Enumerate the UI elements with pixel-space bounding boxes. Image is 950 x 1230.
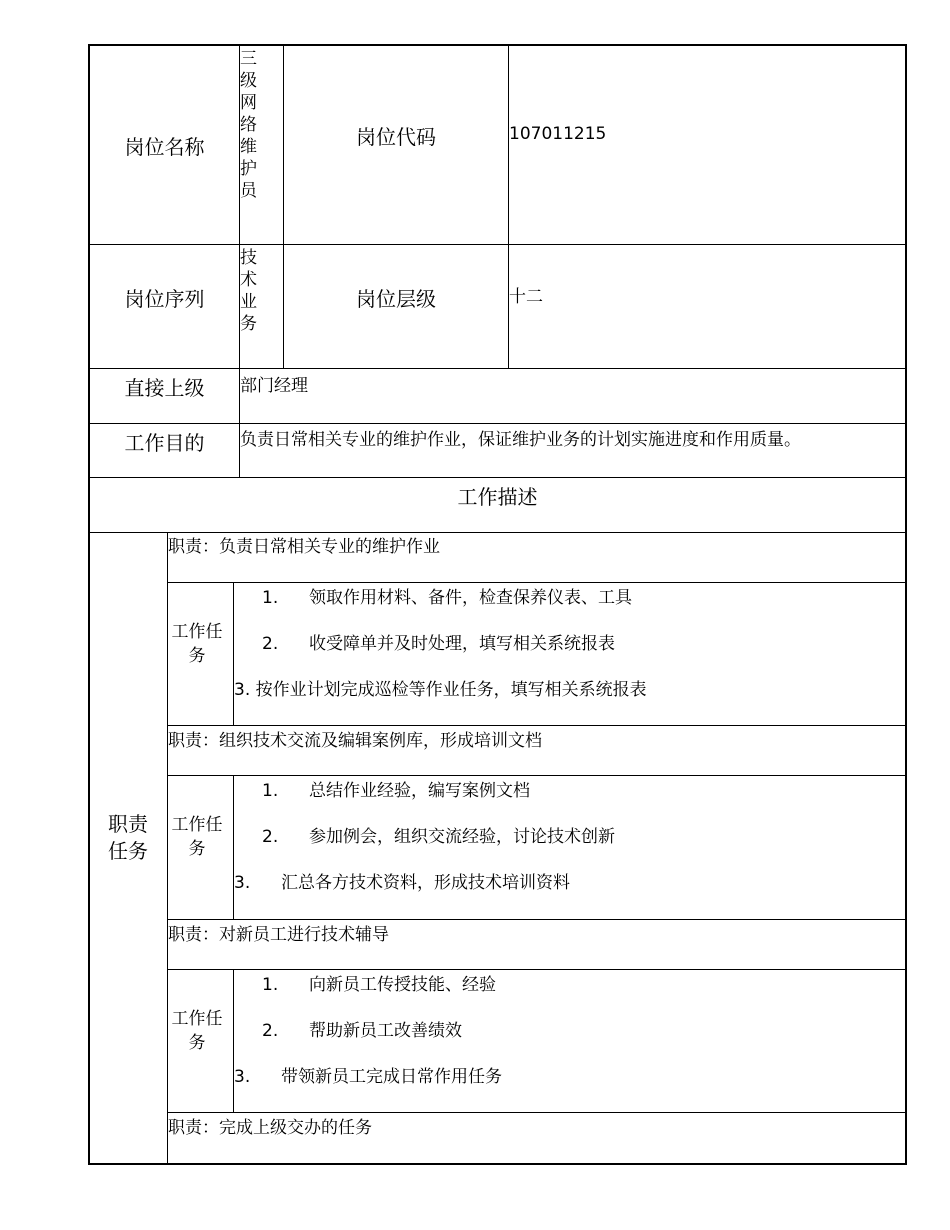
post-level-label: 岗位层级 [356,286,436,311]
table-border-right [905,44,907,1165]
task-number: 3. [234,873,251,893]
table-border-bottom [88,1163,907,1165]
post-level-value: 十二 [509,287,543,307]
post-name-label: 岗位名称 [124,134,205,159]
post-code-value: 107011215 [509,124,607,144]
row-divider [88,532,907,533]
duty-title: 职责：组织技术交流及编辑案例库，形成培训文档 [168,731,542,751]
task-item: 汇总各方技术资料，形成技术培训资料 [281,873,570,893]
description-title: 工作描述 [457,484,538,509]
duty-title: 职责：负责日常相关专业的维护作业 [168,537,440,557]
task-item: 领取作用材料、备件，检查保养仪表、工具 [309,588,632,608]
col-divider [233,775,234,920]
post-code-label: 岗位代码 [356,124,436,149]
post-series-label: 岗位序列 [124,286,205,311]
task-item: 收受障单并及时处理，填写相关系统报表 [309,634,615,654]
task-label: 工作任务 [171,622,223,666]
superior-value: 部门经理 [240,376,308,396]
row-divider [167,725,907,726]
row-divider [167,969,907,970]
row-divider [167,919,907,920]
task-item: 总结作业经验，编写案例文档 [309,781,530,801]
task-item: 3. 按作业计划完成巡检等作业任务，填写相关系统报表 [234,680,647,700]
row-divider [167,582,907,583]
task-item: 向新员工传授技能、经验 [309,975,496,995]
duties-label: 职责任务 [108,812,148,863]
duty-title: 职责：完成上级交办的任务 [168,1118,372,1138]
col-divider [233,969,234,1113]
duty-title: 职责：对新员工进行技术辅导 [168,925,389,945]
task-number: 1. [262,588,279,608]
task-label: 工作任务 [171,1009,223,1053]
task-number: 1. [262,781,279,801]
task-item: 参加例会，组织交流经验，讨论技术创新 [309,827,615,847]
task-item: 帮助新员工改善绩效 [309,1021,462,1041]
task-number: 3. [234,1067,251,1087]
row-divider [167,1112,907,1113]
purpose-label: 工作目的 [124,430,205,455]
post-series-value: 技术业务 [240,248,257,334]
purpose-value: 负责日常相关专业的维护作业，保证维护业务的计划实施进度和作用质量。 [240,430,801,450]
superior-label: 直接上级 [124,375,205,400]
task-number: 2. [262,1021,279,1041]
task-label: 工作任务 [171,815,223,859]
task-number: 1. [262,975,279,995]
col-divider [233,582,234,726]
col-divider [508,44,509,369]
row-divider [167,775,907,776]
task-number: 2. [262,634,279,654]
task-number: 2. [262,827,279,847]
post-name-value: 三级网络维护员 [240,49,257,201]
task-item: 带领新员工完成日常作用任务 [281,1067,502,1087]
